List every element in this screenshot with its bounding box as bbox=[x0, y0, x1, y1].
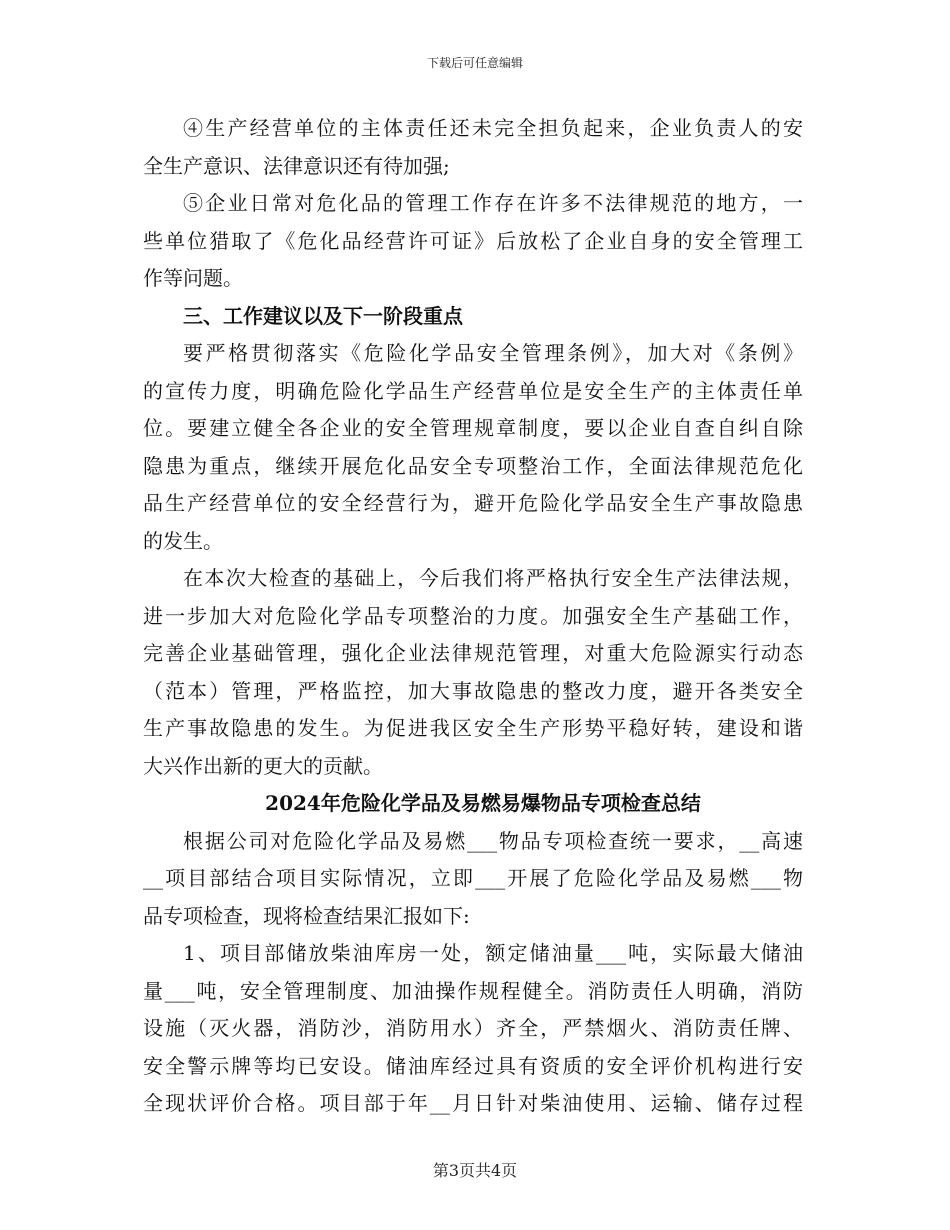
body-line: 全现状评价合格。项目部于年__月日针对柴油使用、运输、储存过程 bbox=[143, 1091, 803, 1115]
body-line: 安全警示牌等均已安设。储油库经过具有资质的安全评价机构进行安 bbox=[143, 1053, 803, 1078]
body-line: 作等问题。 bbox=[143, 266, 243, 290]
body-line: ⑤企业日常对危化品的管理工作存在许多不法律规范的地方，一 bbox=[183, 191, 803, 215]
page-header-note: 下载后可任意编辑 bbox=[426, 56, 523, 70]
body-line: 量___吨，安全管理制度、加油操作规程健全。消防责任人明确，消防 bbox=[143, 978, 803, 1003]
body-line: 的发生。 bbox=[143, 528, 223, 553]
body-line: 1、项目部储放柴油库房一处，额定储油量___吨，实际最大储油 bbox=[183, 941, 803, 965]
body-line: __项目部结合项目实际情况，立即___开展了危险化学品及易燃___物 bbox=[143, 866, 803, 890]
body-line: 位。要建立健全各企业的安全管理规章制度，要以企业自查自纠自除 bbox=[143, 416, 803, 440]
body-line: 大兴作出新的更大的贡献。 bbox=[143, 753, 383, 778]
body-line: 品专项检查，现将检查结果汇报如下: bbox=[143, 903, 470, 928]
page-number: 第3页共4页 bbox=[432, 1161, 518, 1180]
document-body bbox=[143, 110, 803, 1123]
body-line: 根据公司对危险化学品及易燃___物品专项检查统一要求，__高速 bbox=[183, 828, 803, 853]
body-line: 的宣传力度，明确危险化学品生产经营单位是安全生产的主体责任单 bbox=[143, 378, 803, 403]
body-line: 要严格贯彻落实《危险化学品安全管理条例》，加大对《条例》 bbox=[183, 341, 803, 365]
body-line: 生产事故隐患的发生。为促进我区安全生产形势平稳好转，建设和谐 bbox=[143, 716, 803, 740]
body-line: 完善企业基础管理，强化企业法律规范管理，对重大危险源实行动态 bbox=[143, 641, 803, 665]
body-line: 在本次大检查的基础上，今后我们将严格执行安全生产法律法规， bbox=[183, 566, 803, 590]
body-line: 些单位猎取了《危化品经营许可证》后放松了企业自身的安全管理工 bbox=[143, 228, 803, 253]
body-line: 全生产意识、法律意识还有待加强; bbox=[143, 153, 450, 178]
body-line: 品生产经营单位的安全经营行为，避开危险化学品安全生产事故隐患 bbox=[143, 491, 803, 515]
body-line: ④生产经营单位的主体责任还未完全担负起来，企业负责人的安 bbox=[183, 116, 803, 140]
body-line: 隐患为重点，继续开展危化品安全专项整治工作，全面法律规范危化 bbox=[143, 453, 803, 478]
body-line: 进一步加大对危险化学品专项整治的力度。加强安全生产基础工作， bbox=[143, 603, 803, 628]
section-heading: 三、工作建议以及下一阶段重点 bbox=[183, 303, 463, 328]
document-title: 2024年危险化学品及易燃易爆物品专项检查总结 bbox=[265, 791, 701, 815]
body-line: 设施（灭火器，消防沙，消防用水）齐全，严禁烟火、消防责任牌、 bbox=[143, 1016, 803, 1040]
body-line: （范本）管理，严格监控，加大事故隐患的整改力度，避开各类安全 bbox=[143, 678, 803, 703]
